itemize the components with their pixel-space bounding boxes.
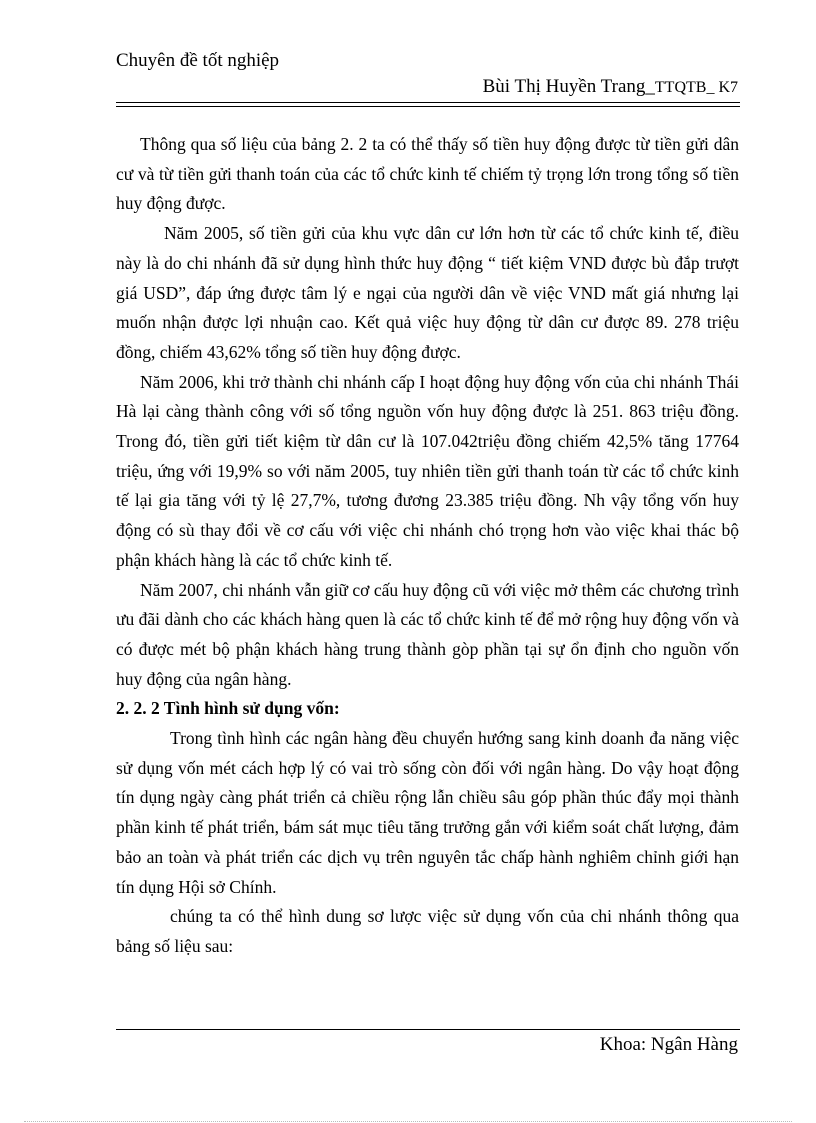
header-author	[483, 76, 738, 98]
footer-faculty: Khoa: Ngân Hàng	[599, 1034, 738, 1055]
header-author-class: TTQTB_ K7	[654, 79, 738, 96]
paragraph-4: Năm 2007, chi nhánh vẫn giữ cơ cấu huy động cũ với việc mở thêm các chương trình ưu đãi dành cho các khách hàng quen là các tổ chức kinh tế để mở rộng huy động vốn và có được mét bộ phận khách hàng trung thành gòp phần tại sự ổn định cho nguồn vốn huy động của ngân hàng.	[116, 579, 739, 689]
footer-rule	[116, 1029, 740, 1030]
paragraph-2: Năm 2005, số tiền gửi của khu vực dân cư lớn hơn từ các tổ chức kinh tế, điều này là do chi nhánh đã sử dụng hình thức huy động “ tiết kiệm VND được bù đắp trượt giá USD”, đáp ứng được tâm lý e ngại của người dân về việc VND mất giá nhưng lại muốn nhận được lợi nhuận cao. Kết quả việc huy động từ dân cư được 89. 278 triệu đồng, chiếm 43,62% tổng số tiền huy động được.	[116, 223, 739, 362]
header-title: Chuyên đề tốt nghiệp	[116, 50, 280, 71]
header-rule-thin	[116, 106, 740, 107]
header-rule	[116, 102, 740, 103]
paragraph-6: chúng ta có thể hình dung sơ lược việc sử dụng vốn của chi nhánh thông qua bảng số liệu sau:	[116, 906, 739, 956]
document-body	[116, 130, 739, 962]
section-heading: 2. 2. 2 Tình hình sử dụng vốn:	[116, 698, 340, 719]
header-author-name: Bùi Thị Huyền Trang_	[482, 76, 655, 97]
page-edge-dots	[24, 1121, 792, 1122]
paragraph-5: Trong tình hình các ngân hàng đều chuyển hướng sang kinh doanh đa năng việc sử dụng vốn mét cách hợp lý có vai trò sống còn đối với ngân hàng. Do vậy hoạt động tín dụng ngày càng phát triển cả chiều rộng lẫn chiều sâu góp phần thúc đẩy mọi thành phần kinh tế phát triển, bám sát mục tiêu tăng trưởng gắn với kiểm soát chất lượng, đảm bảo an toàn và phát triển các dịch vụ trên nguyên tắc chấp hành nghiêm chỉnh giới hạn tín dụng Hội sở Chính.	[116, 728, 739, 897]
paragraph-1: Thông qua số liệu của bảng 2. 2 ta có thể thấy số tiền huy động được từ tiền gửi dân cư và từ tiền gửi thanh toán của các tổ chức kinh tế chiếm tỷ trọng lớn trong tổng số tiền huy động được.	[116, 134, 739, 214]
paragraph-3: Năm 2006, khi trở thành chi nhánh cấp I hoạt động huy động vốn của chi nhánh Thái Hà lại càng thành công với số tổng nguồn vốn huy động được là 251. 863 triệu đồng. Trong đó, tiền gửi tiết kiệm từ dân cư là 107.042triệu đồng chiếm 42,5% tăng 17764 triệu, ứng với 19,9% so với năm 2005, tuy nhiên tiền gửi thanh toán từ các tổ chức kinh tế lại gia tăng với tỷ lệ 27,7%, tương đương 23.385 triệu đồng. Nh vậy tổng vốn huy động có sù thay đổi về cơ cấu với việc chi nhánh chó trọng hơn vào việc khai thác bộ phận khách hàng là các tổ chức kinh tế.	[116, 371, 739, 570]
